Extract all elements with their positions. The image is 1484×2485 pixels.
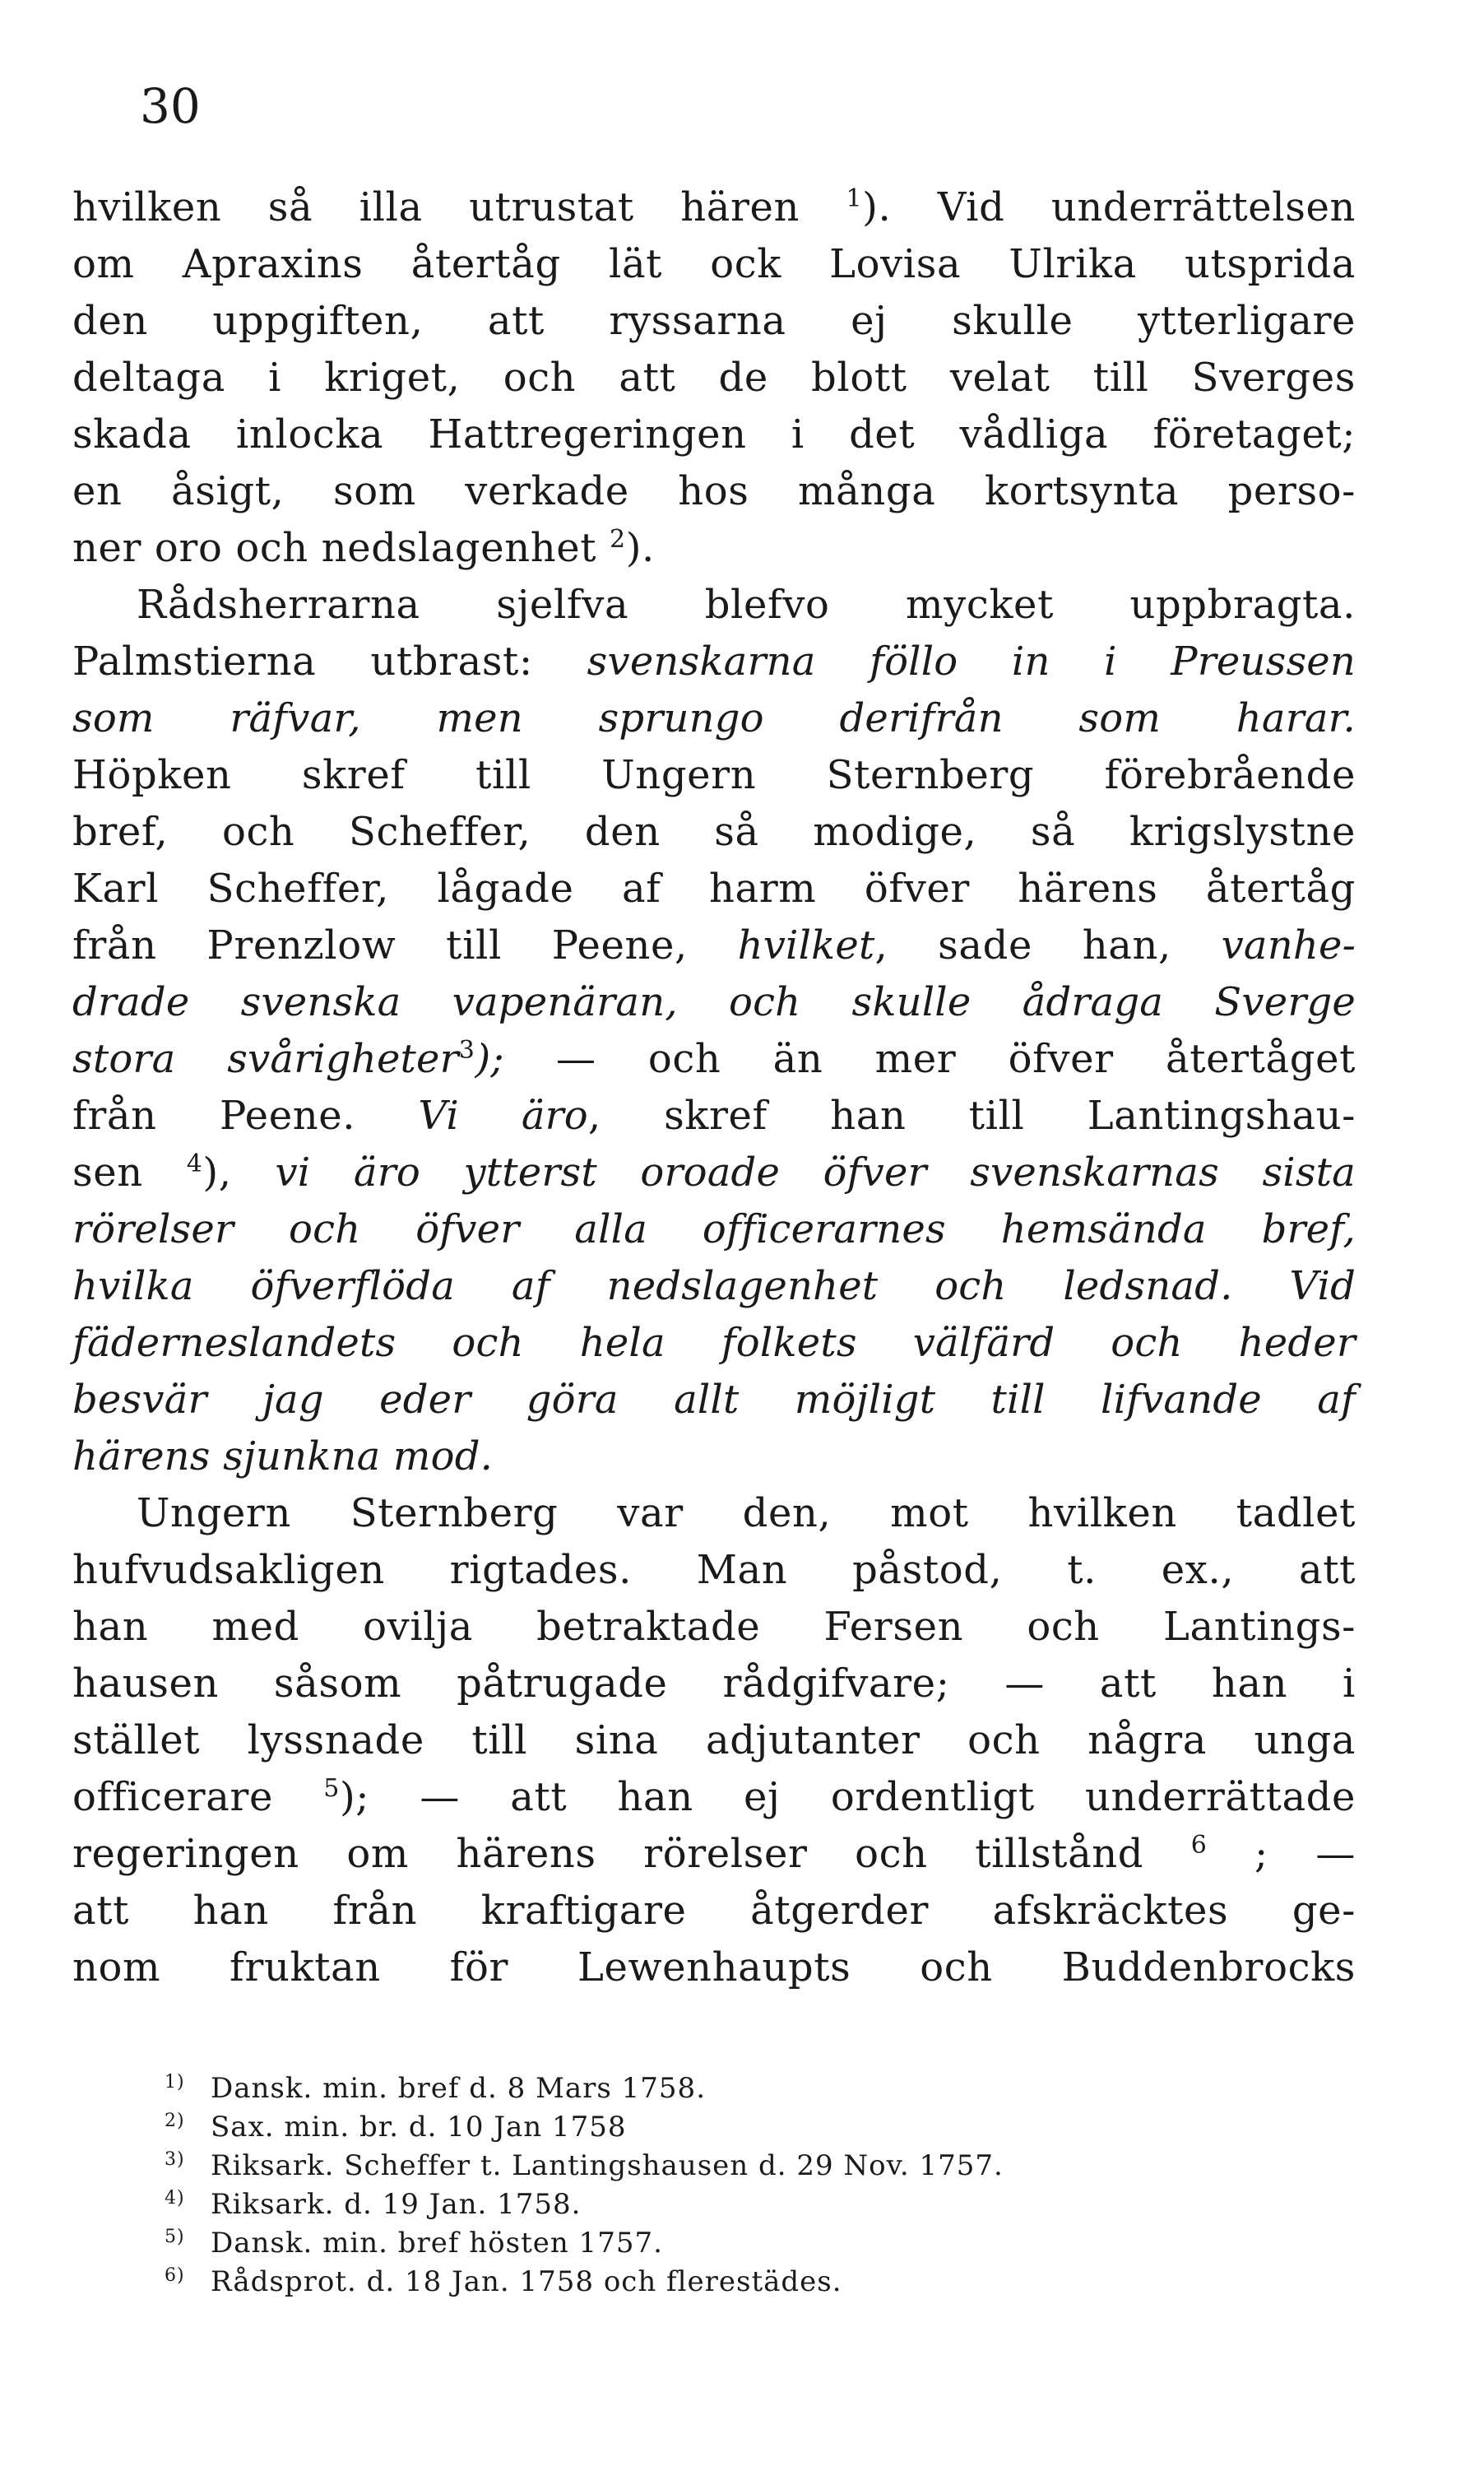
text-segment: Ungern Sternberg var den, mot hvilken tadlet <box>137 1490 1356 1536</box>
text-line <box>72 1712 1356 1769</box>
text-segment: Palmstierna utbrast: <box>72 639 587 685</box>
italic-text: hvilket <box>737 922 875 968</box>
text-segment: nom fruktan för Lewenhaupts och Buddenbrocks <box>72 1944 1356 1990</box>
footnote: 5) Dansk. min. bref hösten 1757. <box>165 2226 663 2260</box>
text-segment: regeringen om härens rörelser och tillstånd <box>72 1831 1191 1877</box>
text-line <box>72 917 1356 974</box>
text-segment: Karl Scheffer, lågade af harm öfver härens återtåg <box>72 866 1356 912</box>
text-line <box>72 406 1356 463</box>
text-segment: sen <box>72 1150 187 1196</box>
footnote-text: Dansk. min. bref d. 8 Mars 1758. <box>211 2072 706 2105</box>
text-line <box>72 293 1356 350</box>
footnote-reference: 4 <box>186 1150 203 1178</box>
italic-text: fäderneslandets och hela folkets välfärd och heder <box>72 1320 1356 1366</box>
italic-text: härens sjunkna mod. <box>72 1433 494 1479</box>
text-line <box>72 1599 1356 1656</box>
footnote-text: Dansk. min. bref hösten 1757. <box>211 2227 663 2260</box>
italic-text: svenskarna föllo in i Preussen <box>587 639 1356 685</box>
italic-text: Vi äro <box>418 1093 588 1139</box>
text-line <box>72 1428 1356 1485</box>
text-segment: Höpken skref till Ungern Sternberg förebrående <box>72 752 1356 798</box>
text-segment: ; — <box>1207 1831 1356 1877</box>
italic-text: besvär jag eder göra allt möjligt till lifvande af <box>72 1377 1356 1423</box>
text-segment: ), <box>202 1150 276 1196</box>
footnote-reference: 1 <box>846 184 863 213</box>
italic-text: som räfvar, men sprungo derifrån som harar. <box>72 695 1356 741</box>
text-segment: en åsigt, som verkade hos många kortsynta perso- <box>72 468 1356 514</box>
footnotes <box>165 2069 1316 2302</box>
italic-text: vi äro ytterst oroade öfver svenskarnas sista <box>275 1150 1356 1196</box>
footnote: 1) Dansk. min. bref d. 8 Mars 1758. <box>165 2071 706 2105</box>
text-segment: — och än mer öfver återtåget <box>503 1036 1356 1082</box>
text-segment: officerare <box>72 1774 324 1820</box>
text-line <box>72 1372 1356 1428</box>
footnote: 2) Sax. min. br. d. 10 Jan 1758 <box>165 2110 627 2144</box>
text-segment: från Prenzlow till Peene, <box>72 922 738 968</box>
body-text <box>72 179 1356 1996</box>
footnote-text: Rådsprot. d. 18 Jan. 1758 och flerestädes. <box>211 2265 842 2298</box>
footnote-reference: 6 <box>1190 1831 1208 1860</box>
text-segment: från Peene. <box>72 1093 419 1139</box>
text-segment: stället lyssnade till sina adjutanter och några unga <box>72 1717 1356 1763</box>
text-line <box>72 804 1356 861</box>
text-line <box>72 1826 1356 1883</box>
text-segment: hausen såsom påtrugade rådgifvare; — att han i <box>72 1661 1356 1707</box>
text-line <box>72 1315 1356 1372</box>
text-segment: den uppgiften, att ryssarna ej skulle ytterligare <box>72 298 1356 344</box>
text-line <box>72 520 1356 577</box>
text-segment: ); — att han ej ordentligt underrättade <box>339 1774 1356 1820</box>
text-segment: han med ovilja betraktade Fersen och Lantings- <box>72 1604 1356 1650</box>
footnote-reference: 5 <box>323 1774 340 1803</box>
text-line <box>72 1201 1356 1258</box>
text-line <box>72 1088 1356 1145</box>
text-line <box>72 1883 1356 1939</box>
text-line <box>72 861 1356 917</box>
text-line <box>72 577 1356 634</box>
text-segment: , skref han till Lantingshau- <box>587 1093 1356 1139</box>
text-line <box>72 1769 1356 1826</box>
footnote: 4) Riksark. d. 19 Jan. 1758. <box>165 2187 582 2221</box>
text-segment: att han från kraftigare åtgerder afskräcktes ge- <box>72 1888 1356 1934</box>
text-line <box>72 747 1356 804</box>
italic-text: drade svenska vapenäran, och skulle ådraga Sverge <box>72 979 1356 1025</box>
footnote-text: Riksark. Scheffer t. Lantingshausen d. 29 Nov. 1757. <box>211 2149 1004 2182</box>
text-line <box>72 1145 1356 1201</box>
footnote: 6) Rådsprot. d. 18 Jan. 1758 och flerestädes. <box>165 2264 842 2298</box>
text-segment: , sade han, <box>874 922 1222 968</box>
text-line <box>72 179 1356 236</box>
text-line <box>72 350 1356 406</box>
text-line <box>72 1542 1356 1599</box>
text-segment: ). Vid underrättelsen <box>862 184 1356 230</box>
italic-text: vanhe- <box>1221 922 1356 968</box>
text-line <box>72 1031 1356 1088</box>
text-line <box>72 974 1356 1031</box>
text-segment: deltaga i kriget, och att de blott velat till Sverges <box>72 355 1356 401</box>
italic-text: ); <box>475 1036 504 1082</box>
text-segment: ). <box>625 525 655 571</box>
text-segment: om Apraxins återtåg lät ock Lovisa Ulrika utsprida <box>72 241 1356 287</box>
text-line <box>72 690 1356 747</box>
footnote-text: Sax. min. br. d. 10 Jan 1758 <box>211 2111 627 2144</box>
footnote-reference: 3 <box>458 1036 475 1065</box>
text-line <box>72 463 1356 520</box>
italic-text: rörelser och öfver alla officerarnes hemsända bref, <box>72 1206 1356 1252</box>
italic-text: stora svårigheter <box>72 1036 459 1082</box>
text-segment: bref, och Scheffer, den så modige, så krigslystne <box>72 809 1356 855</box>
text-segment: Rådsherrarna sjelfva blefvo mycket uppbragta. <box>137 582 1356 628</box>
text-line <box>72 236 1356 293</box>
page-number: 30 <box>140 78 201 134</box>
text-line <box>72 1485 1356 1542</box>
footnote-reference: 2 <box>610 525 626 554</box>
text-line <box>72 1939 1356 1996</box>
text-segment: skada inlocka Hattregeringen i det vådliga företaget; <box>72 411 1356 458</box>
text-segment: hvilken så illa utrustat hären <box>72 184 846 230</box>
footnote: 3) Riksark. Scheffer t. Lantingshausen d. 29 Nov. 1757. <box>165 2148 1004 2182</box>
text-line <box>72 1656 1356 1712</box>
italic-text: hvilka öfverflöda af nedslagenhet och ledsnad. Vid <box>72 1263 1356 1309</box>
text-line <box>72 1258 1356 1315</box>
text-segment: ner oro och nedslagenhet <box>72 525 610 571</box>
text-segment: hufvudsakligen rigtades. Man påstod, t. ex., att <box>72 1547 1356 1593</box>
text-line <box>72 634 1356 690</box>
footnote-text: Riksark. d. 19 Jan. 1758. <box>211 2188 582 2221</box>
